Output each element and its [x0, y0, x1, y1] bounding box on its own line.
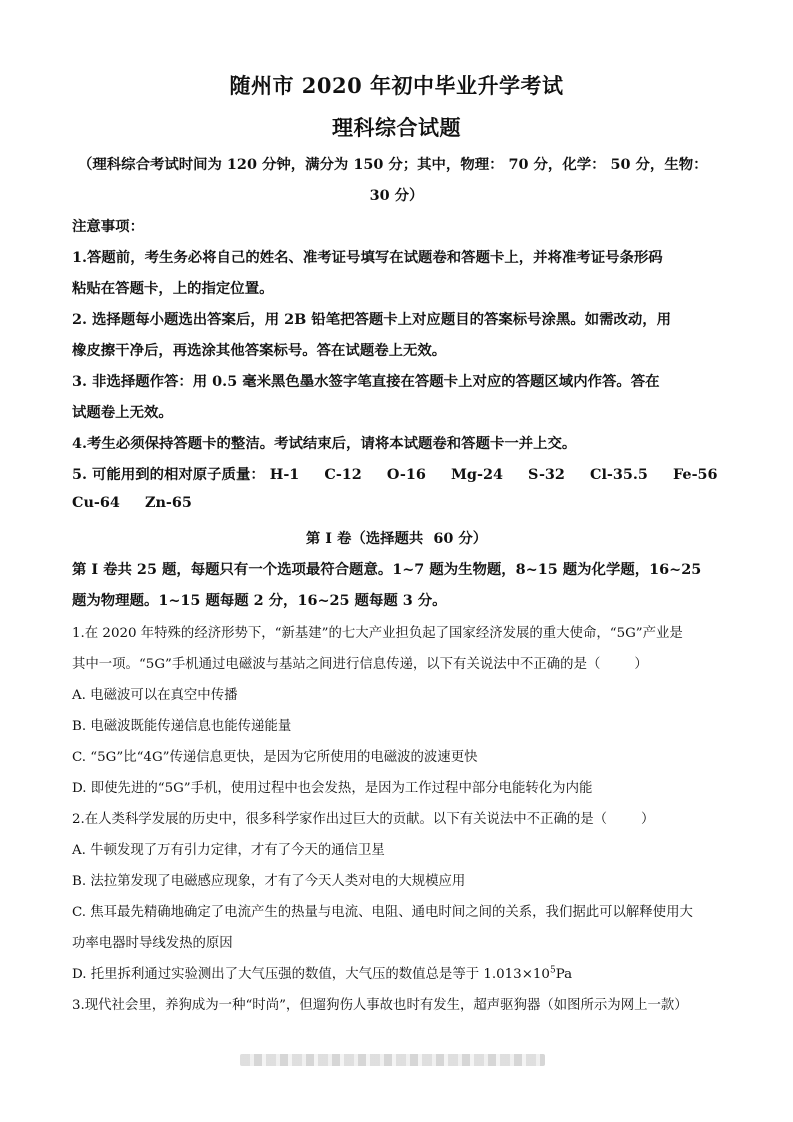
section-desc-line-1: 第 I 卷共 25 题，每题只有一个选项最符合题意。1~7 题为生物题，8~15 题为化学题，16~25 — [72, 561, 702, 578]
question-3-stem: 3.现代社会里，养狗成为一种“时尚”，但遛狗伤人事故也时有发生，超声驱狗器（如图所示为网上一款） — [72, 998, 688, 1013]
question-1-option-b: B. 电磁波既能传递信息也能传递能量 — [72, 719, 292, 734]
question-2-option-d-text: D. 托里拆利通过实验测出了大气压强的数值，大气压的数值总是等于 1.013×10 — [72, 967, 550, 982]
exam-title: 随州市 2020 年初中毕业升学考试 — [229, 73, 564, 98]
question-1-option-a: A. 电磁波可以在真空中传播 — [72, 688, 238, 703]
question-2-option-c-line-2: 功率电器时导线发热的原因 — [72, 936, 233, 951]
notes-heading: 注意事项： — [72, 218, 144, 235]
question-2-option-d — [72, 963, 722, 982]
section-desc-line-2: 题为物理题。1~15 题每题 2 分，16~25 题每题 3 分。 — [72, 592, 447, 609]
exam-subtitle: 理科综合试题 — [332, 115, 461, 140]
question-2-option-c-line-1: C. 焦耳最先精确地确定了电流产生的热量与电流、电阻、通电时间之间的关系，我们据此可以解释使用大 — [72, 905, 693, 920]
note-5-line-1: 5. 可能用到的相对原子质量： H-1 C-12 O-16 Mg-24 S-32 Cl-35.5 Fe-56 — [72, 466, 718, 483]
section-title: 第 I 卷（选择题共 60 分） — [305, 530, 488, 547]
note-2-line-1: 2. 选择题每小题选出答案后，用 2B 铅笔把答题卡上对应题目的答案标号涂黑。如需改动，用 — [72, 311, 672, 328]
note-2-line-2: 橡皮擦干净后，再选涂其他答案标号。答在试题卷上无效。 — [72, 342, 447, 359]
exponent: 5 — [549, 965, 556, 976]
footer-watermark — [240, 1054, 545, 1066]
note-3-line-1: 3. 非选择题作答：用 0.5 毫米黑色墨水签字笔直接在答题卡上对应的答题区域内作答。答在 — [72, 373, 660, 390]
note-1-line-2: 粘贴在答题卡，上的指定位置。 — [72, 280, 274, 297]
note-1-line-1: 1.答题前，考生务必将自己的姓名、准考证号填写在试题卷和答题卡上，并将准考证号条形码 — [72, 249, 663, 266]
question-1-line-1: 1.在 2020 年特殊的经济形势下，“新基建”的七大产业担负起了国家经济发展的重大使命，“5G”产业是 — [72, 626, 683, 641]
note-5-line-2: Cu-64 Zn-65 — [72, 494, 192, 511]
note-4: 4.考生必须保持答题卡的整洁。考试结束后，请将本试题卷和答题卡一并上交。 — [72, 435, 577, 452]
question-1-option-d: D. 即使先进的“5G”手机，使用过程中也会发热，是因为工作过程中部分电能转化为内能 — [72, 781, 593, 796]
question-2-option-b: B. 法拉第发现了电磁感应现象，才有了今天人类对电的大规模应用 — [72, 874, 466, 889]
exam-info-line-2: 30 分） — [369, 187, 424, 204]
question-2-stem: 2.在人类科学发展的历史中，很多科学家作出过巨大的贡献。以下有关说法中不正确的是（ ） — [72, 812, 655, 827]
note-3-line-2: 试题卷上无效。 — [72, 404, 173, 421]
unit-pa: Pa — [555, 967, 573, 982]
question-1-line-2: 其中一项。“5G”手机通过电磁波与基站之间进行信息传递，以下有关说法中不正确的是（ ） — [72, 657, 648, 672]
question-1-option-c: C. “5G”比“4G”传递信息更快，是因为它所使用的电磁波的波速更快 — [72, 750, 478, 765]
question-2-option-a: A. 牛顿发现了万有引力定律，才有了今天的通信卫星 — [72, 843, 385, 858]
exam-info-line-1: （理科综合考试时间为 120 分钟，满分为 150 分；其中，物理： 70 分，化学： 50 分，生物： — [78, 156, 708, 173]
